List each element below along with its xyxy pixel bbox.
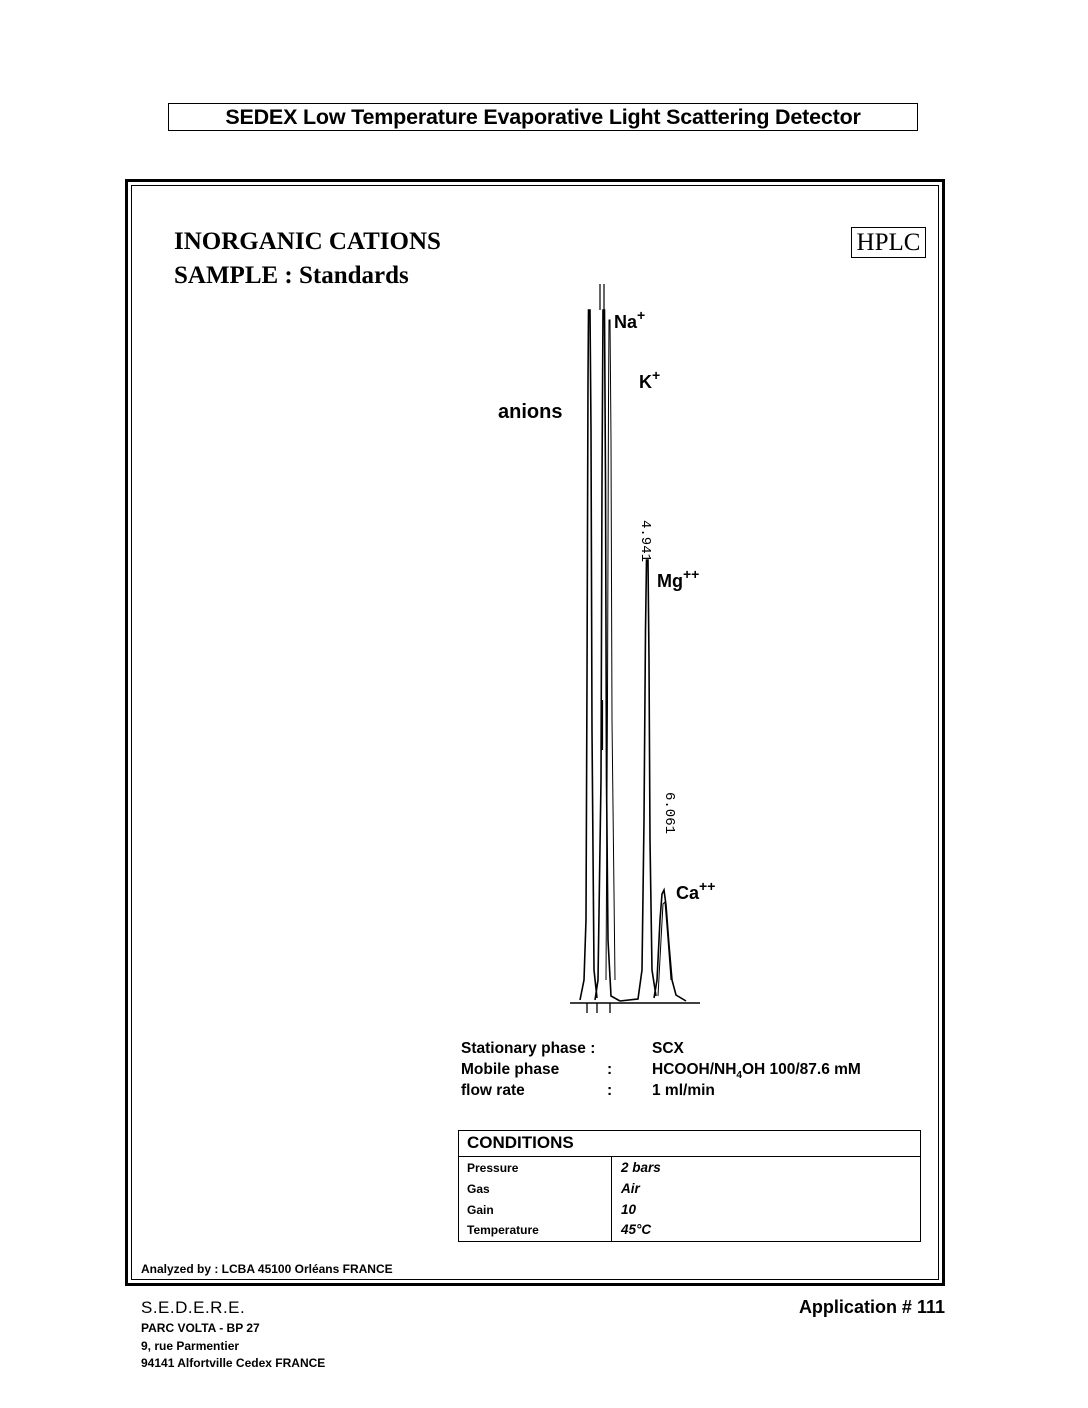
application-number: Application # 111 (798, 1297, 945, 1317)
mobile-phase-value: HCOOH/$NH_4OH$ 100/87.6 mM (652, 1061, 861, 1082)
condition-value: Air (621, 1181, 640, 1196)
table-row (459, 1201, 920, 1222)
peak-mg (620, 560, 656, 1001)
sheet-title: INORGANIC CATIONS (174, 228, 441, 255)
condition-label: Gas (467, 1182, 490, 1196)
label-ca: Ca++ (676, 878, 716, 903)
mobile-phase-colon: : (607, 1061, 613, 1078)
condition-value: 45°C (621, 1222, 652, 1237)
label-mg: Mg++ (657, 566, 700, 591)
table-row (459, 1221, 920, 1242)
label-na: Na+ (614, 307, 646, 332)
retention-time-ca: 6.061 (661, 792, 677, 835)
chromatogram (480, 280, 720, 1020)
condition-value: 2 bars (621, 1160, 661, 1175)
address-line: PARC VOLTA - BP 27 (141, 1321, 260, 1335)
flow-rate-label: flow rate (461, 1082, 525, 1099)
label-k: K+ (639, 367, 661, 392)
condition-label: Pressure (467, 1161, 519, 1175)
address-line: 9, rue Parmentier (141, 1339, 240, 1353)
stationary-phase-label: Stationary phase : (461, 1040, 596, 1057)
condition-label: Temperature (467, 1223, 539, 1237)
conditions-heading: CONDITIONS (459, 1131, 920, 1157)
flow-rate-value: 1 ml/min (652, 1082, 715, 1099)
document-banner: SEDEX Low Temperature Evaporative Light Scattering Detector (168, 103, 918, 131)
peak-anions (580, 310, 597, 1000)
analyzed-by: Analyzed by : LCBA 45100 Orléans FRANCE (141, 1262, 393, 1276)
hplc-badge: HPLC (851, 227, 926, 258)
label-anions: anions (498, 401, 563, 423)
retention-time-k: 4.941 (637, 520, 653, 563)
sheet-subtitle: SAMPLE : Standards (174, 262, 409, 289)
stationary-phase-value: SCX (652, 1040, 684, 1057)
address-line: 94141 Alfortville Cedex FRANCE (141, 1356, 326, 1370)
mobile-phase-label: Mobile phase (461, 1061, 560, 1078)
condition-label: Gain (467, 1203, 494, 1217)
table-row (459, 1159, 920, 1180)
condition-value: 10 (621, 1202, 637, 1217)
flow-rate-colon: : (607, 1082, 613, 1099)
conditions-table (458, 1130, 921, 1242)
company-name: S.E.D.E.R.E. (141, 1298, 246, 1317)
table-row (459, 1180, 920, 1201)
